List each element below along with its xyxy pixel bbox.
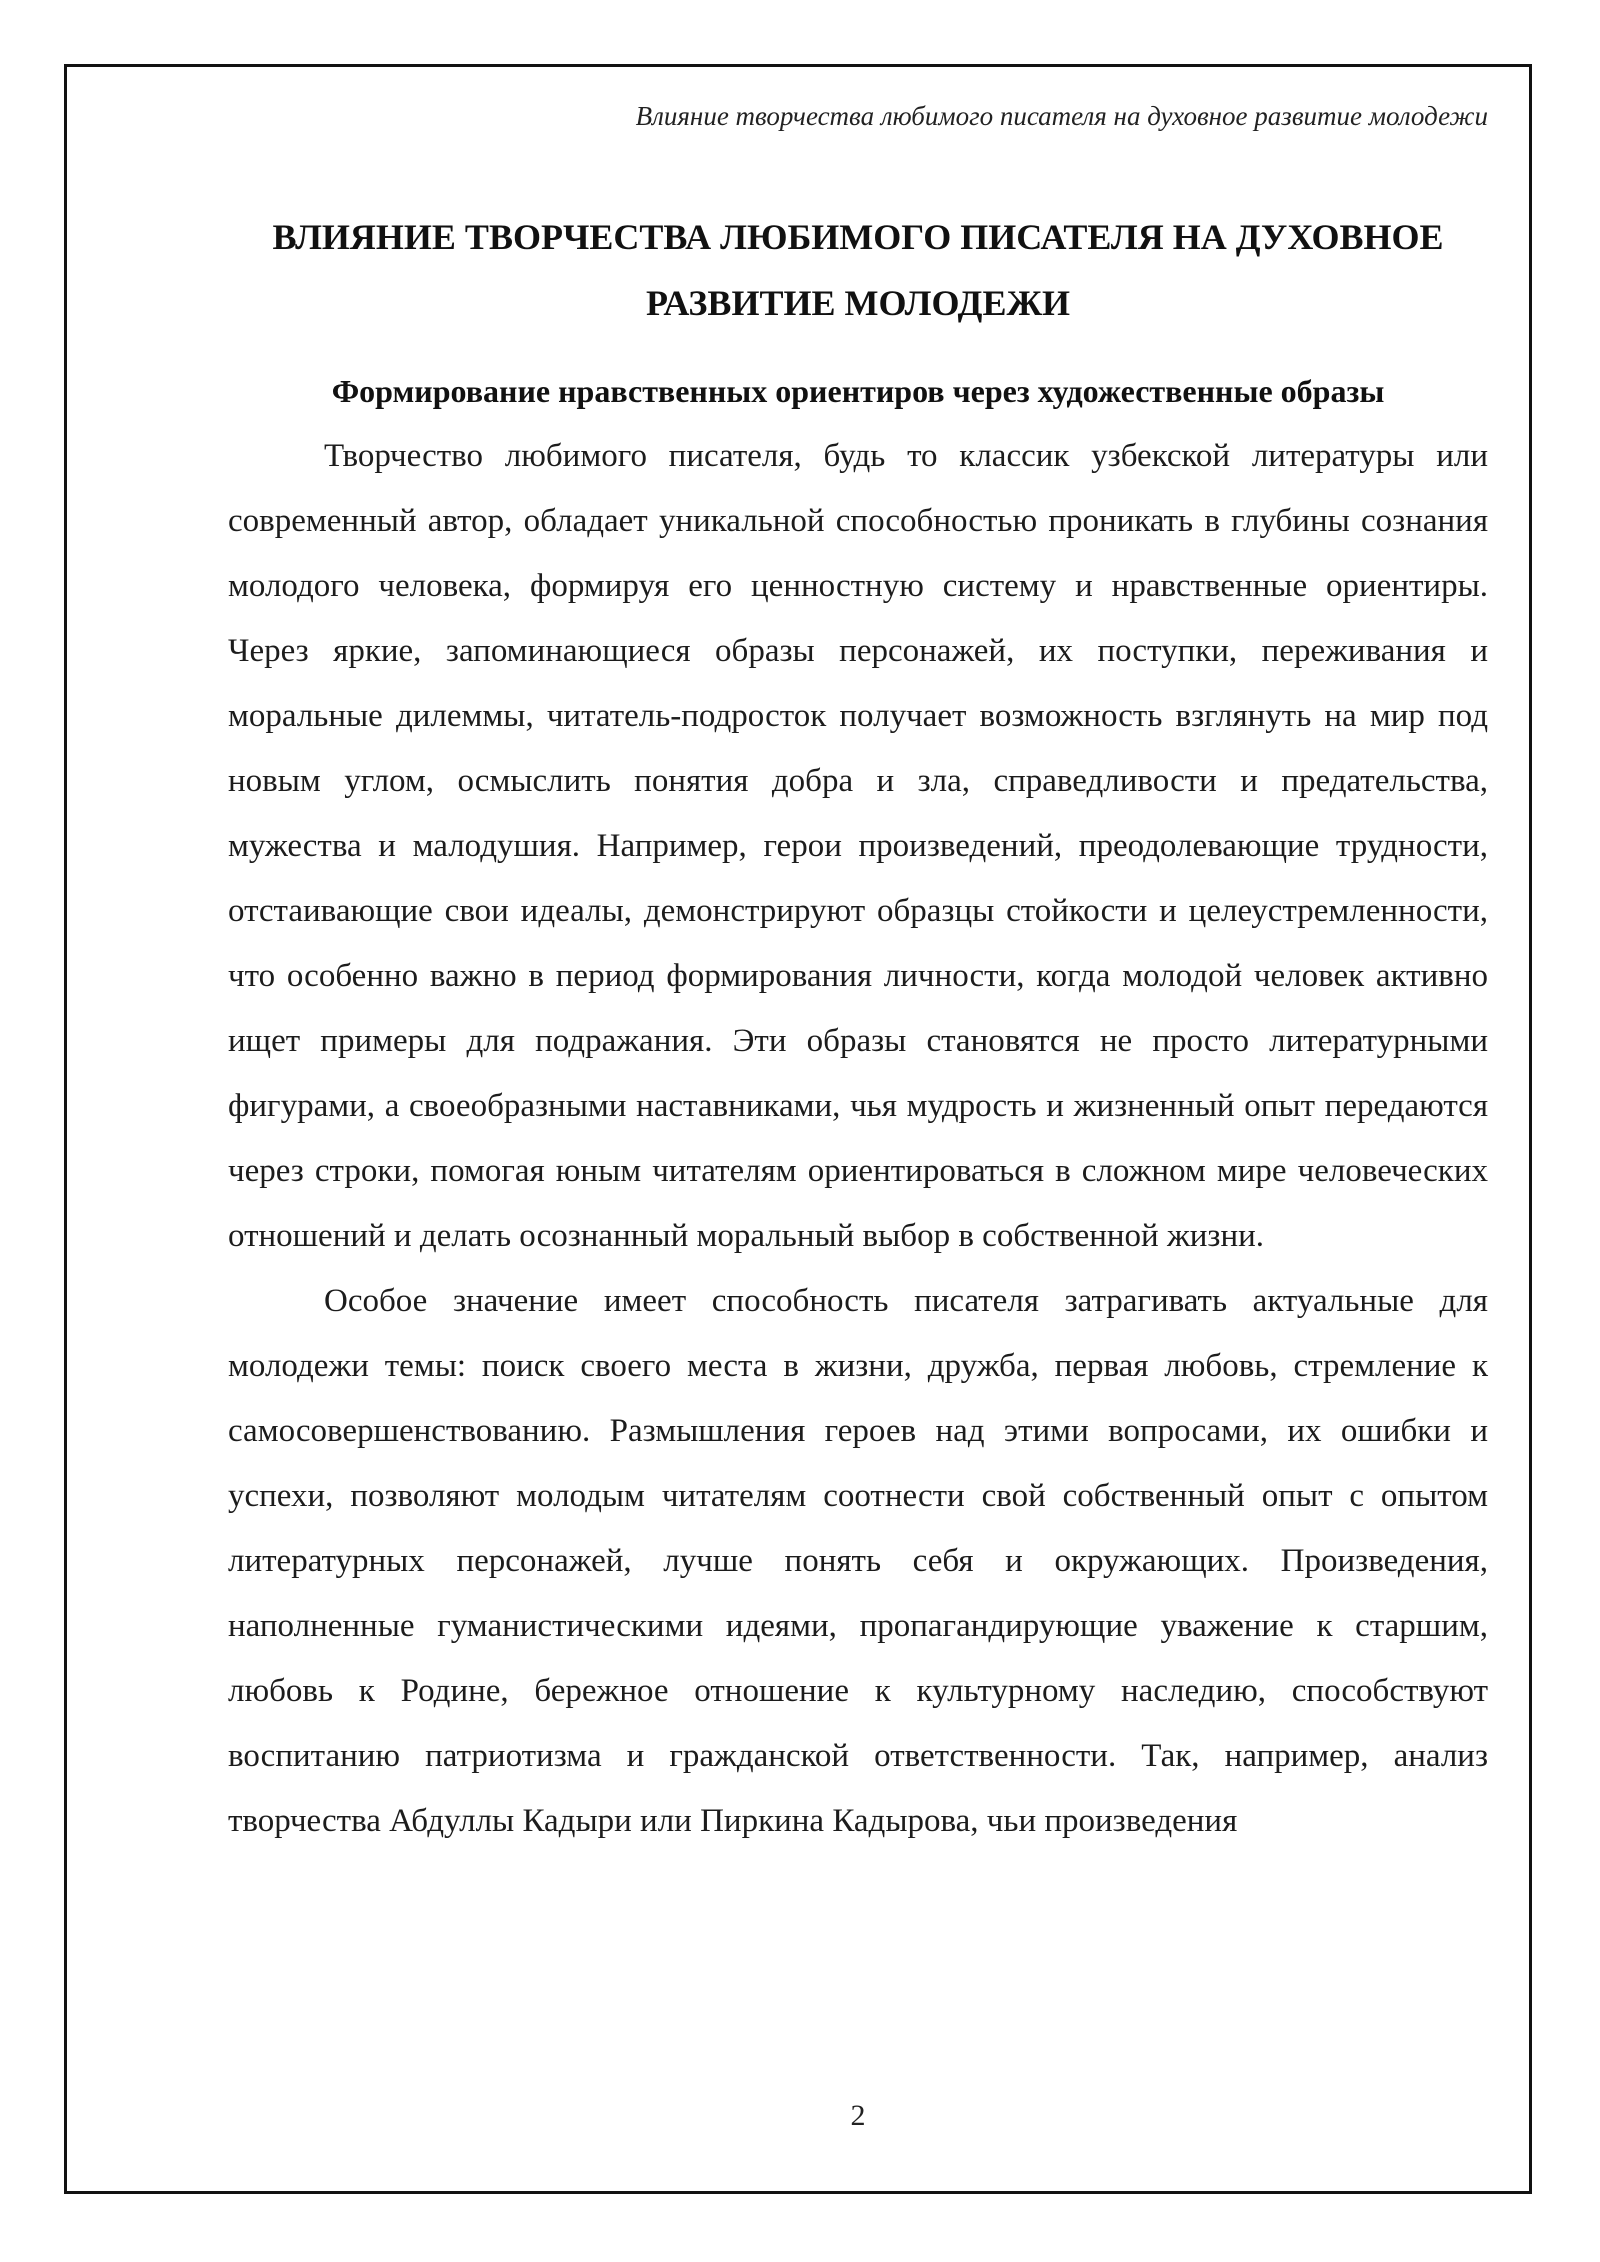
- paragraph: Особое значение имеет способность писателя затрагивать актуальные для молодежи темы: поиск своего места в жизни, дружба, первая любовь, стремление к самосовершенствованию. Размышления героев над этими вопросами, их ошибки и успехи, позволяют молодым читателям соотнести свой собственный опыт с опытом литературных персонажей, лучше понять себя и окружающих. Произведения, наполненные гуманистическими идеями, пропагандирующие уважение к старшим, любовь к Родине, бережное отношение к культурному наследию, способствуют воспитанию патриотизма и гражданской ответственности. Так, например, анализ творчества Абдуллы Кадыри или Пиркина Кадырова, чьи произведения: [228, 1283, 1488, 1839]
- paragraph: Творчество любимого писателя, будь то классик узбекской литературы или современный автор, обладает уникальной способностью проникать в глубины сознания молодого человека, формируя его ценностную систему и нравственные ориентиры. Через яркие, запоминающиеся образы персонажей, их поступки, переживания и моральные дилеммы, читатель-подросток получает возможность взглянуть на мир под новым углом, осмыслить понятия добра и зла, справедливости и предательства, мужества и малодушия. Например, герои произведений, преодолевающие трудности, отстаивающие свои идеалы, демонстрируют образцы стойкости и целеустремленности, что особенно важно в период формирования личности, когда молодой человек активно ищет примеры для подражания. Эти образы становятся не просто литературными фигурами, а своеобразными наставниками, чья мудрость и жизненный опыт передаются через строки, помогая юным читателям ориентироваться в сложном мире человеческих отношений и делать осознанный моральный выбор в собственной жизни.: [228, 438, 1488, 1254]
- document-body: [228, 204, 1488, 1854]
- document-title-line-1: ВЛИЯНИЕ ТВОРЧЕСТВА ЛЮБИМОГО ПИСАТЕЛЯ НА ДУХОВНОЕ: [272, 217, 1444, 257]
- page-number: 2: [850, 2099, 866, 2132]
- document-title-line-2: РАЗВИТИЕ МОЛОДЕЖИ: [645, 283, 1071, 323]
- section-heading: Формирование нравственных ориентиров через художественные образы: [331, 373, 1385, 409]
- document-title: [228, 204, 1488, 336]
- running-header: Влияние творчества любимого писателя на духовное развитие молодежи: [635, 101, 1488, 131]
